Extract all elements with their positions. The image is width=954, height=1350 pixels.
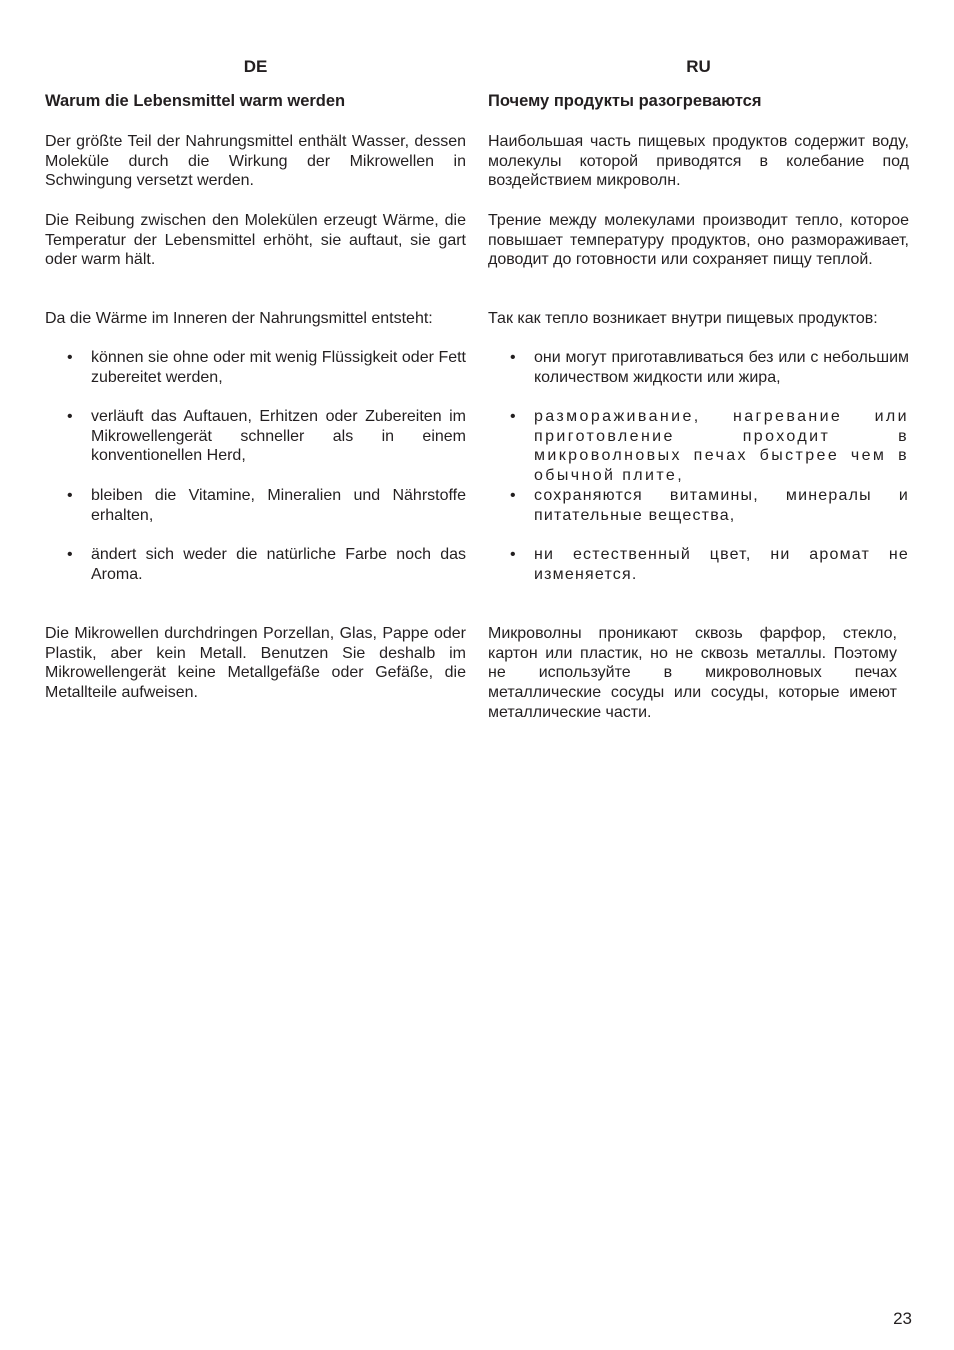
paragraph-de-1: Der größte Teil der Nahrungsmittel enthält Wasser, dessen Moleküle durch die Wirkung der Mikrowellen in Schwingung versetzt werden. — [45, 133, 466, 190]
paragraph-de-4: Die Mikrowellen durchdringen Porzellan, Glas, Pappe oder Plastik, aber kein Metall. Benutzen Sie deshalb im Mikrowellengerät keine Metallgefäße oder Gefäße, die Metallteile aufweisen. — [45, 625, 466, 702]
page-number: 23 — [893, 1309, 912, 1328]
bullet-icon: • — [67, 349, 73, 366]
bullet-icon: • — [510, 546, 516, 563]
section-heading-ru: Почему продукты разогреваются — [488, 92, 762, 110]
paragraph-ru-4: Микроволны проникают сквозь фарфор, стекло, картон или пластик, но не сквозь металлы. Поэтому не используйте в микроволновых печах металлические сосуды или сосуды, которые имеют металлические части. — [488, 625, 897, 721]
list-item-text: ни естественный цвет, ни аромат не изменяется. — [534, 546, 909, 583]
language-label-de: DE — [243, 57, 268, 76]
list-item-text: ändert sich weder die natürliche Farbe noch das Aroma. — [91, 546, 466, 583]
paragraph-ru-2: Трение между молекулами производит тепло, которое повышает температуру продуктов, оно размораживает, доводит до готовности или сохраняет пищу теплой. — [488, 212, 909, 269]
list-item-text: bleiben die Vitamine, Mineralien und Nährstoffe erhalten, — [91, 487, 466, 524]
list-item-text: сохраняются витамины, минералы и питательные вещества, — [534, 487, 909, 524]
language-label-ru: RU — [686, 57, 711, 76]
bullet-icon: • — [510, 408, 516, 425]
list-item-text: они могут приготавливаться без или с небольшим количеством жидкости или жира, — [534, 349, 909, 386]
list-item-text: können sie ohne oder mit wenig Flüssigkeit oder Fett zubereitet werden, — [91, 349, 466, 386]
bullet-icon: • — [510, 349, 516, 366]
paragraph-de-3: Da die Wärme im Inneren der Nahrungsmittel entsteht: — [45, 310, 433, 327]
section-heading-de: Warum die Lebensmittel warm werden — [45, 92, 346, 110]
list-item-text: размораживание, нагревание или приготовление проходит в микроволновых печах быстрее чем в обычной плите, — [534, 408, 909, 485]
bullet-icon: • — [67, 408, 73, 425]
list-item-text: verläuft das Auftauen, Erhitzen oder Zubereiten im Mikrowellengerät schneller als in einem konventionellen Herd, — [91, 408, 466, 465]
paragraph-ru-1: Наибольшая часть пищевых продуктов содержит воду, молекулы которой приводятся в колебание под воздействием микроволн. — [488, 133, 909, 190]
bullet-icon: • — [67, 487, 73, 504]
bullet-icon: • — [510, 487, 516, 504]
bullet-icon: • — [67, 546, 73, 563]
paragraph-de-2: Die Reibung zwischen den Molekülen erzeugt Wärme, die Temperatur der Lebensmittel erhöht, sie auftaut, sie gart oder warm hält. — [45, 212, 466, 269]
paragraph-ru-3: Так как тепло возникает внутри пищевых продуктов: — [488, 310, 878, 327]
